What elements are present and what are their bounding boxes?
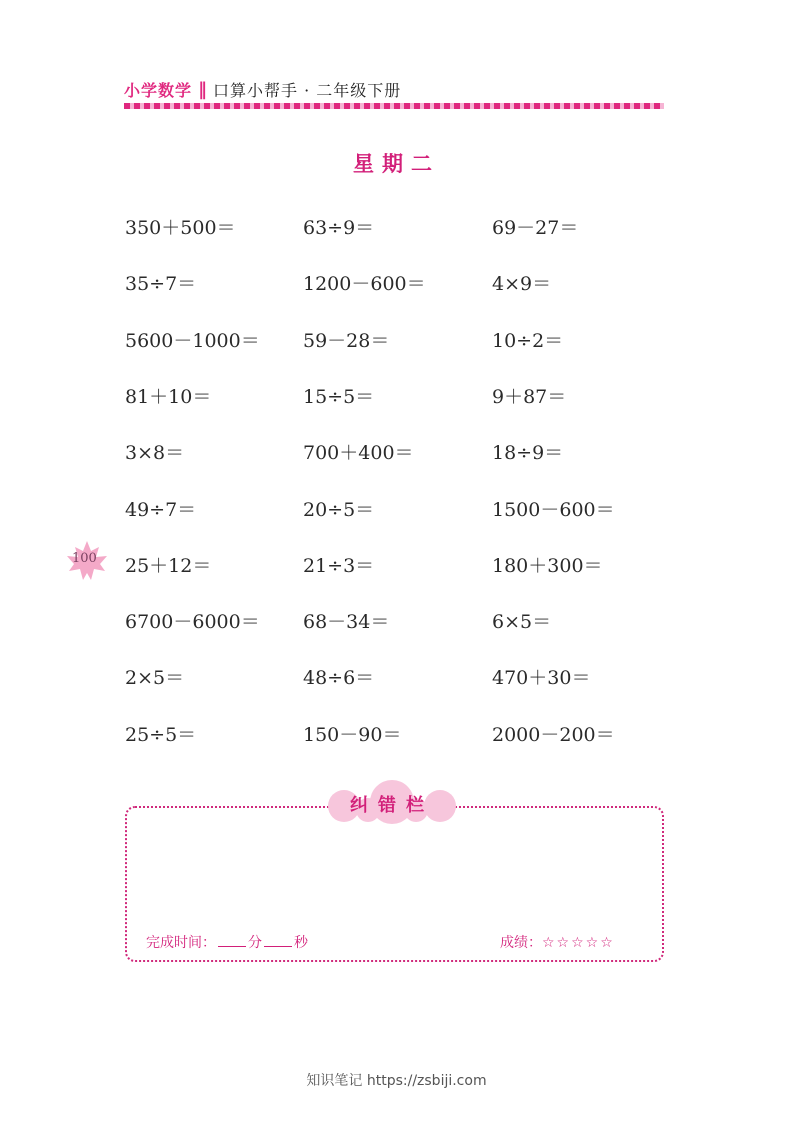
problem-item: 69－27＝ [492,217,579,239]
problem-item: 15÷5＝ [303,385,375,408]
minutes-unit: 分 [248,935,262,951]
header-subtitle: 口算小帮手 · 二年级下册 [213,80,402,100]
problem-item: 5600－1000＝ [125,329,260,352]
problem-item: 470＋30＝ [492,667,591,690]
problem-item: 4×9＝ [492,273,552,296]
problem-item: 6700－6000＝ [125,611,260,634]
correction-title: 纠错栏 [350,795,434,816]
problem-item: 25＋12＝ [125,554,212,577]
problem-item: 6×5＝ [492,611,552,634]
problem-item: 9＋87＝ [492,385,567,408]
problem-item: 49÷7＝ [125,498,197,521]
problem-item: 25÷5＝ [125,723,197,746]
problem-item: 21÷3＝ [303,554,375,577]
problem-item: 1200－600＝ [303,273,426,296]
problem-item: 59－28＝ [303,329,390,352]
seconds-field[interactable] [264,932,292,947]
problem-item: 20÷5＝ [303,498,375,521]
problem-item: 180＋300＝ [492,554,603,577]
problem-item: 68－34＝ [303,611,390,634]
problem-item: 700＋400＝ [303,442,414,465]
day-title: 星期二 [353,152,440,176]
problem-item: 3×8＝ [125,442,185,465]
problem-item: 10÷2＝ [492,329,564,352]
score-label: 成绩： [500,935,542,951]
problem-item: 35÷7＝ [125,273,197,296]
seconds-unit: 秒 [294,935,308,951]
problem-item: 1500－600＝ [492,498,615,521]
footer-watermark: 知识笔记 https://zsbiji.com [306,1073,487,1089]
problem-item: 2000－200＝ [492,723,615,746]
correction-title-badge [322,776,462,834]
problem-item: 150－90＝ [303,723,402,746]
problem-item: 48÷6＝ [303,667,375,690]
problem-item: 350＋500＝ [125,217,236,239]
star-rating-icon[interactable]: ☆☆☆☆☆ [542,935,615,951]
minutes-field[interactable] [218,932,246,947]
score [500,932,615,952]
problem-item: 81＋10＝ [125,385,212,408]
problem-item: 63÷9＝ [303,217,375,239]
completion-time [146,932,308,952]
problem-item: 2×5＝ [125,667,185,690]
page-header [124,74,401,104]
brand-label: 小学数学 [124,80,193,100]
header-separator: ‖ [198,78,208,100]
time-label: 完成时间： [146,935,216,951]
problem-item: 18÷9＝ [492,442,564,465]
header-rule [124,103,664,109]
page-number: 100 [72,551,97,566]
